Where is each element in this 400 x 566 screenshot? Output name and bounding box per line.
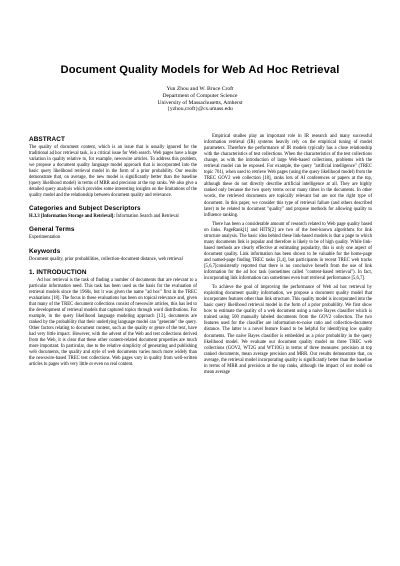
categories-text — [29, 214, 197, 220]
keywords-text: Document quality, prior probabilities, collection-document distance, web retrieval — [29, 256, 183, 262]
paper-title: Document Quality Models for Web Ad Hoc Retrieval — [60, 64, 340, 76]
categories-descriptor: Information Search and Retrieval — [116, 214, 179, 220]
author-emails: {yzhou,croft}@cs.umass.edu — [167, 106, 233, 113]
categories-code: H.3.3 [Information Storage and Retrieval]: — [29, 214, 115, 220]
abstract-heading: ABSTRACT — [29, 136, 65, 143]
categories-heading: Categories and Subject Descriptors — [29, 205, 141, 213]
author-block — [0, 86, 400, 113]
introduction-heading: 1. INTRODUCTION — [29, 268, 87, 276]
author-university: University of Massachusetts, Amherst — [157, 99, 243, 106]
keywords-heading: Keywords — [29, 247, 61, 255]
left-column — [29, 136, 197, 368]
introduction-paragraph-1: Ad hoc retrieval is the task of finding a number of documents that are relevant to a particular information need. This task has been used as the basis for the evaluation of retrieval models since the 1960s, but it was given the name "ad hoc" first in the TREC evaluations [18]. The focus in these evaluations has been on topical relevance and, given that many of the TREC document collections consist of newswire articles, this has led to the development of retrieval models that captured topics through word distributions. For example, in the query likelihood language modeling approach [13], documents are ranked by the probability that their underlying language model can "generate" the query. Other factors relating to document content, such as the quality or genre of the text, have had very little impact. However, with the advent of the Web and test collections derived from the Web, it is clear that these other content-related document properties are much more important. In particular, due to the relative simplicity of generating and publishing web documents, the quality and style of web documents varies much more widely than the newswire-based TREC test collections. Web pages vary in quality from well-written articles to pages with very little or even no real content. — [29, 277, 197, 368]
right-paragraph-2: There has been a considerable amount of research related to Web page quality based on links. PageRank[1] and HITS[2] are two of the best-known algorithms for link structure analysis. The basic idea behind these link-based models is that a page to which many documents link is popular and therefore is likely to be of high quality. While link-based methods are clearly effective at estimating popularity, this is only one aspect of document quality. Link information has been shown to be valuable for the home-page and named-page finding TREC tasks [3,4], but participants in recent TREC web tracks [5,6,7]consistently reported that there is no conclusive benefit from the use of link information for the ad hoc task (sometimes called "content-based retrieval"). In fact, incorporating link information can sometimes even hurt retrieval performance [5,6,7]. — [204, 221, 372, 282]
right-column — [204, 134, 372, 376]
right-paragraph-1: Empirical studies play an important role in IR research and many successful information retrieval (IR) systems heavily rely on the empirical tuning of model parameters. Therefore the performance of IR models typically has a close relationship with the characteristics of test collections. When the characteristics of the test collections change, as with the introduction of large Web-based collections, problems with the retrieval model can be exposed. For example, the query "artificial intelligence" (TREC topic 701), when used to retrieve Web pages (using the query likelihood model) from the TREC GOV2 web collection [18], ranks lots of AI conferences or papers at the top, although these do not directly describe artificial intelligence at all. They are highly ranked only because the two query terms occur many times in the documents. In other words, the retrieved documents are topically relevant but are not the right type of document. In this paper, we consider this type of retrieval failure (and others described later) to be related to document "quality" and propose methods for allowing quality to influence ranking. — [204, 134, 372, 218]
general-terms-text: Experimentation — [29, 235, 61, 241]
author-names: Yun Zhou and W. Bruce Croft — [166, 86, 234, 92]
right-paragraph-3: To achieve the goal of improving the performance of Web ad hoc retrieval by exploiting document quality information, we propose a document quality model that incorporates features other than link structure. This quality model is incorporated into the basic query likelihood retrieval model in the form of a prior probability. We first show how to estimate the quality of a web document using a naive Bayes classifier which is trained using 500 manually labeled documents from the GOV2 collection. The two features used for the classifier are information-to-noise ratio and collection-document distance. The latter is a novel feature found to be helpful for identifying low quality documents. The naive Bayes classifier is embedded as a prior probability in the query likelihood model. We evaluate our document quality model on three TREC web collections (GOV2, WT2G and WT10G) in terms of three measures: precision at top ranked documents, mean average precision and MRR. Our results demonstrate that, on average, the retrieval model incorporating quality is significantly better than the baseline in terms of MRR and precision at the top ranks, although the impact of our model on mean average — [204, 285, 372, 375]
abstract-text: The quality of document content, which is an issue that is usually ignored for the traditional ad hoc retrieval task, is a critical issue for Web search. Web pages have a huge variation in quality relative to, for example, newswire articles. To address this problem, we propose a document quality language model approach that is incorporated into the basic query likelihood retrieval model in the form of a prior probability. Our results demonstrate that, on average, the new model is significantly better than the baseline (query likelihood model) in terms of MRR and precision at the top ranks. We also give a detailed query analysis which provides some interesting insights on the limitations of the quality model and the relationship between document quality and relevance. — [29, 145, 197, 199]
general-terms-heading: General Terms — [29, 226, 75, 234]
author-department: Department of Computer Science — [162, 92, 238, 99]
